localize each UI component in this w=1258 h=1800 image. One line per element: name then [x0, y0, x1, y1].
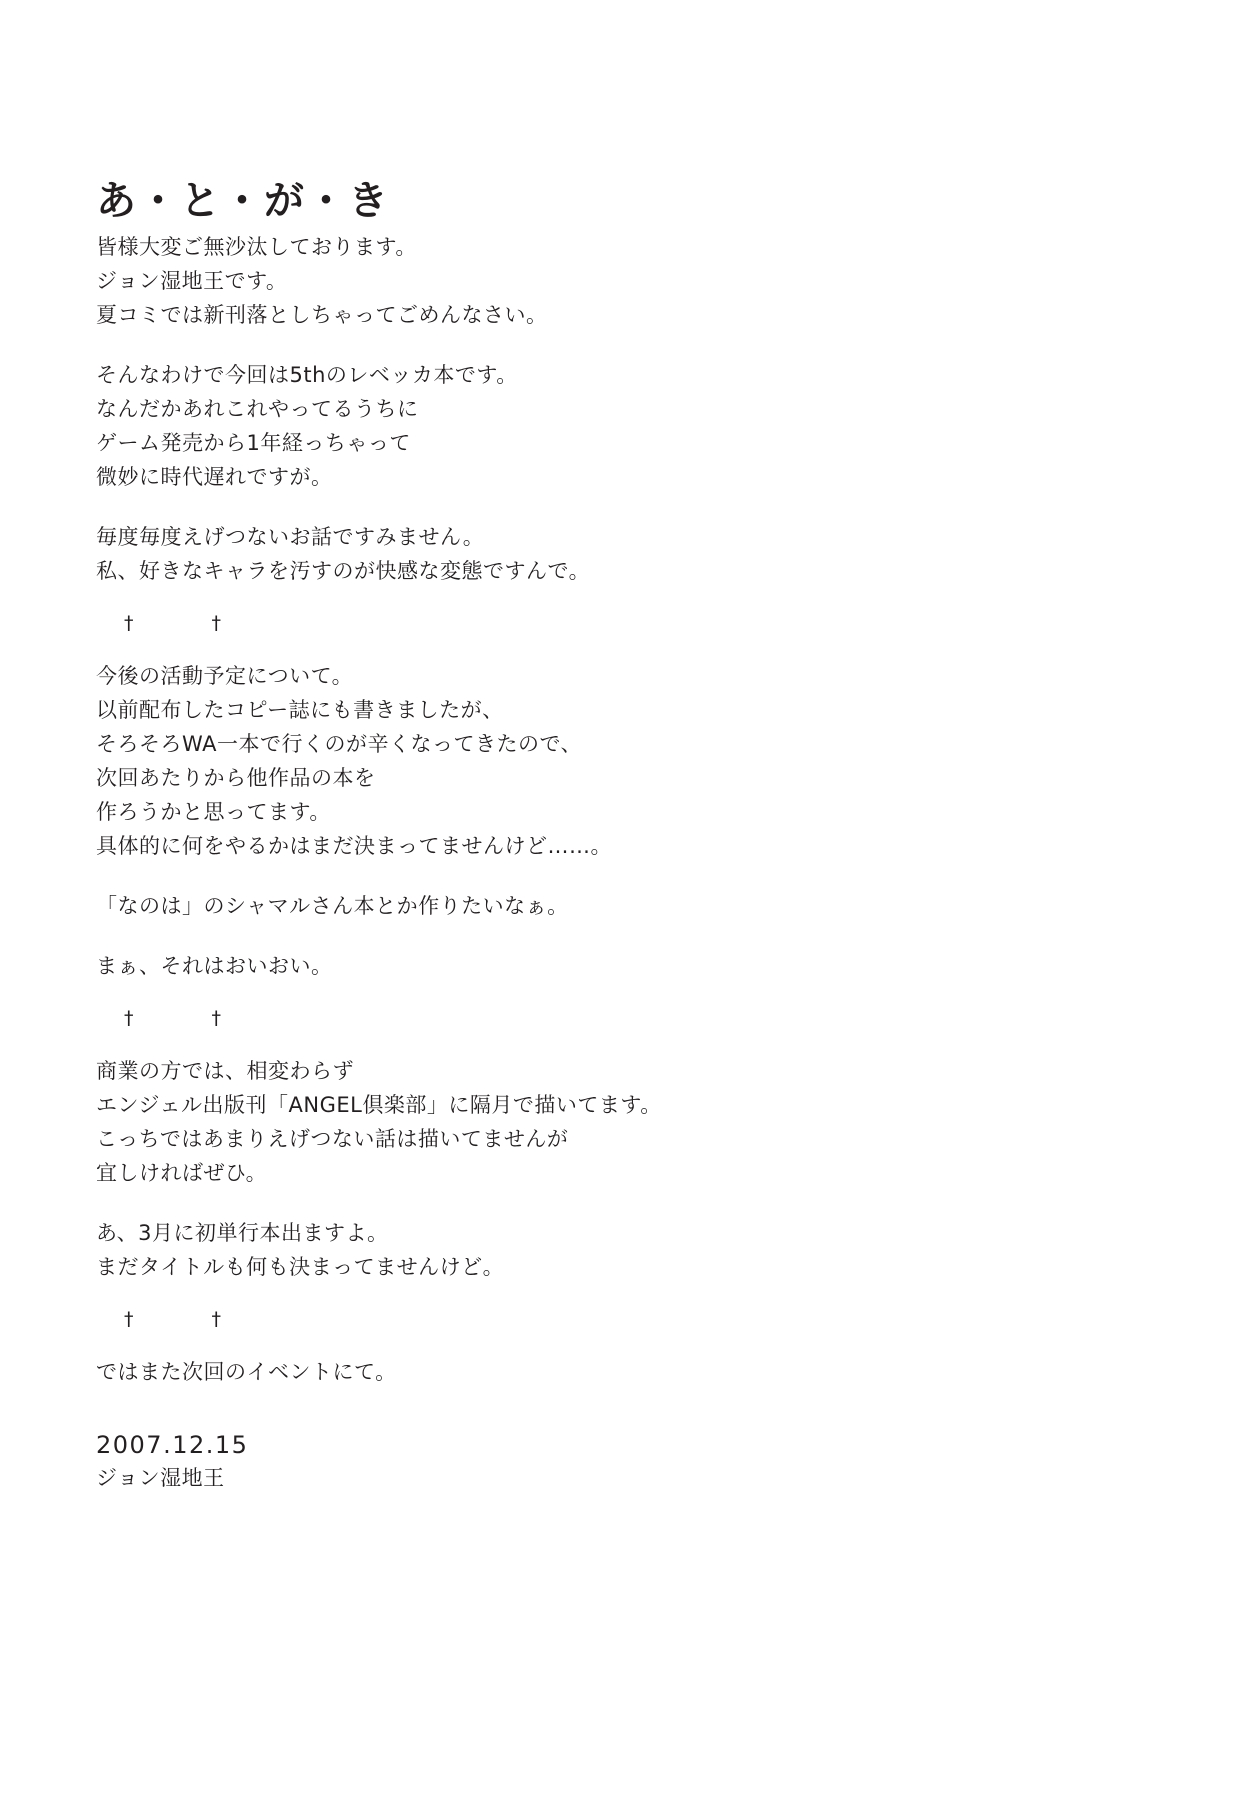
text-line: そんなわけで今回は5thのレベッカ本です。: [96, 363, 518, 388]
signature-name: ジョン湿地王: [96, 1466, 225, 1491]
section-divider-3: [96, 1310, 1096, 1329]
paragraph-tankoubon: [96, 1216, 1096, 1284]
text-line: エンジェル出版刊「ANGEL倶楽部」に隔月で描いてます。: [96, 1093, 662, 1118]
signature-block: [96, 1427, 1096, 1495]
paragraph-commercial: [96, 1054, 1096, 1190]
text-line: 次回あたりから他作品の本を: [96, 766, 376, 791]
text-line: 皆様大変ご無沙汰しております。: [96, 235, 417, 259]
text-line: 具体的に何をやるかはまだ決まってませんけど……。: [96, 834, 612, 859]
cross-icon: †: [124, 612, 134, 635]
paragraph-about-book: [96, 358, 1096, 494]
text-line: なんだかあれこれやってるうちに: [96, 397, 419, 422]
paragraph-nanoha: [96, 889, 1096, 923]
text-line: 「なのは」のシャマルさん本とか作りたいなぁ。: [96, 894, 569, 919]
text-line: ではまた次回のイベントにて。: [96, 1360, 397, 1385]
paragraph-maa: [96, 949, 1096, 983]
text-line: そろそろWA一本で行くのが辛くなってきたので、: [96, 732, 583, 757]
cross-icon: †: [124, 1007, 134, 1030]
paragraph-intro: [96, 230, 1096, 332]
cross-icon: †: [211, 612, 221, 635]
cross-icon: †: [124, 1308, 134, 1331]
text-line: 宜しければぜひ。: [96, 1161, 268, 1186]
paragraph-apology: [96, 520, 1096, 588]
text-line: まぁ、それはおいおい。: [96, 954, 333, 979]
cross-icon: †: [211, 1007, 221, 1030]
text-line: あ、3月に初単行本出ますよ。: [96, 1221, 389, 1246]
text-line: こっちではあまりえげつない話は描いてませんが: [96, 1127, 569, 1152]
text-line: 今後の活動予定について。: [96, 664, 354, 689]
text-line: ジョン湿地王です。: [96, 269, 288, 294]
text-line: まだタイトルも何も決まってませんけど。: [96, 1255, 505, 1280]
text-line: 微妙に時代遅れですが。: [96, 465, 333, 490]
text-line: 作ろうかと思ってます。: [96, 800, 331, 825]
section-divider-2: [96, 1009, 1096, 1028]
text-line: 商業の方では、相変わらず: [96, 1059, 354, 1084]
afterword-section: [96, 178, 1096, 1495]
text-line: 私、好きなキャラを汚すのが快感な変態ですんで。: [96, 559, 591, 584]
section-divider-1: [96, 614, 1096, 633]
page-title: あ・と・が・き: [96, 178, 390, 224]
cross-icon: †: [211, 1308, 221, 1331]
paragraph-closing: [96, 1355, 1096, 1389]
signature-date: 2007.12.15: [96, 1431, 249, 1460]
text-line: 毎度毎度えげつないお話ですみません。: [96, 525, 485, 550]
text-line: 夏コミでは新刊落としちゃってごめんなさい。: [96, 303, 548, 328]
paragraph-future-plans: [96, 659, 1096, 863]
text-line: 以前配布したコピー誌にも書きましたが、: [96, 698, 504, 723]
text-line: ゲーム発売から1年経っちゃって: [96, 431, 411, 456]
